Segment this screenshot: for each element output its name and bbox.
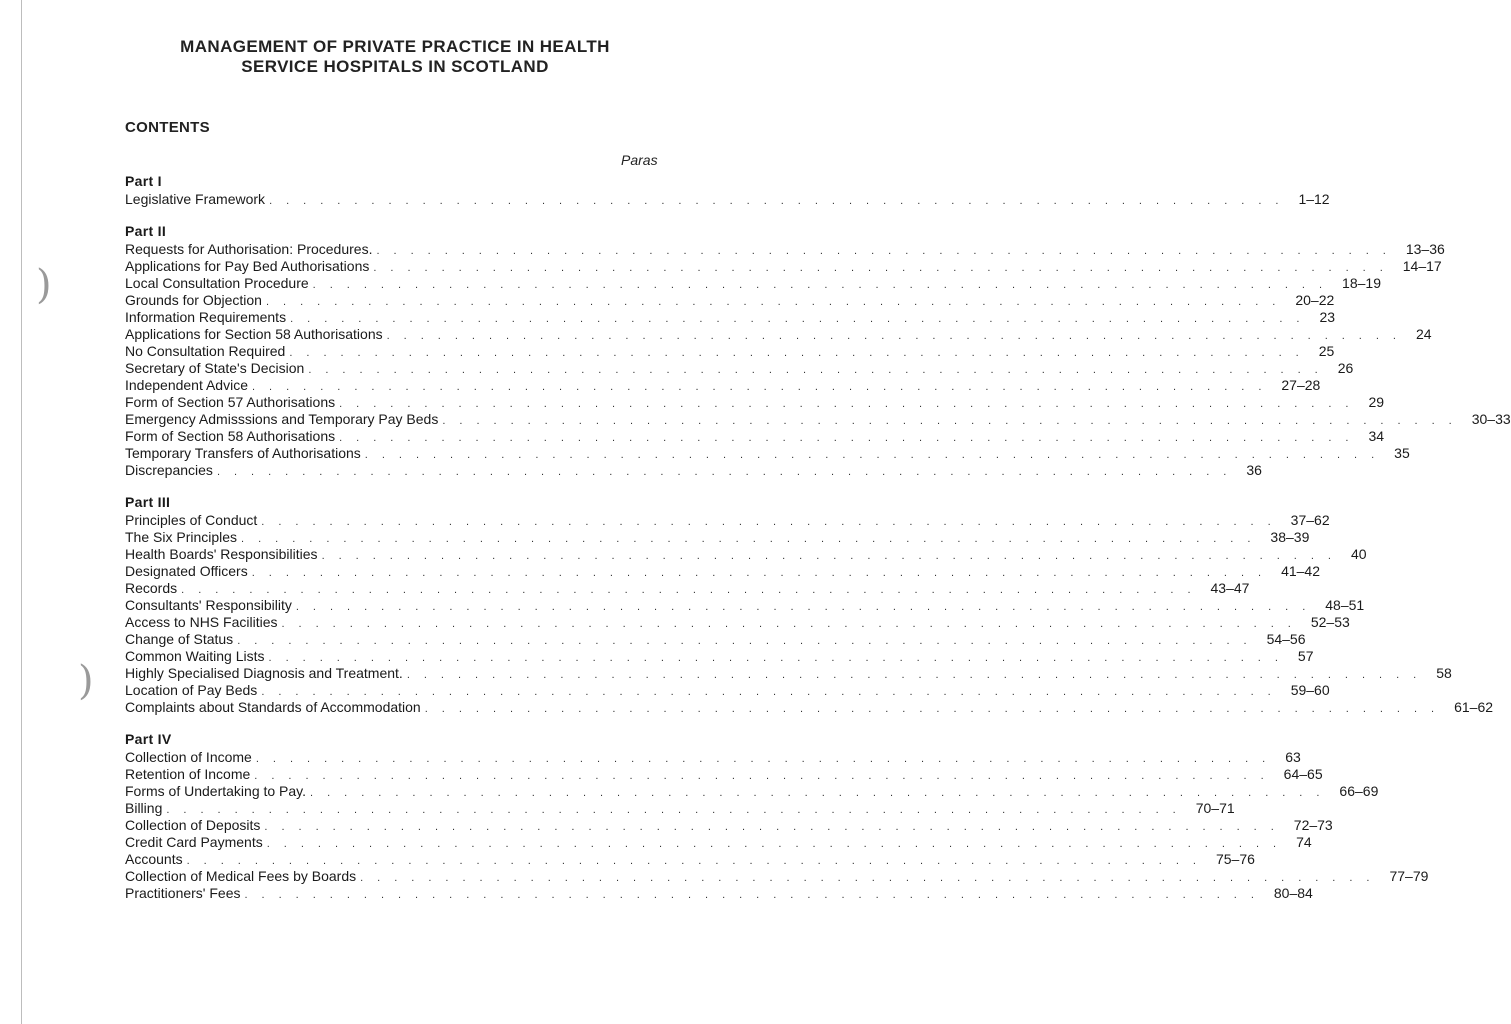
toc-entry [125, 326, 1432, 343]
dot-leader: ............................................................ [308, 364, 1332, 376]
toc-entry-paras: 77–79 [1389, 868, 1429, 884]
dot-leader: ............................................................ [406, 669, 1431, 681]
part-heading: Part IV [125, 731, 172, 747]
toc-entry-title: Credit Card Payments [125, 834, 267, 851]
dot-leader: ............................................................ [310, 787, 1334, 799]
toc-entry [125, 631, 1306, 648]
dot-leader: ............................................................ [289, 347, 1313, 359]
dot-leader: ............................................................ [321, 550, 1345, 562]
toc-entry-title: Practitioners' Fees [125, 885, 245, 902]
toc-entry [125, 512, 1330, 529]
scan-artifact-mark: ) [78, 658, 94, 704]
toc-entry-title: Collection of Income [125, 749, 256, 766]
part-heading: Part III [125, 494, 171, 510]
toc-entry-title: Consultants' Responsibility [125, 597, 296, 614]
toc-entry-paras: 25 [1318, 343, 1335, 359]
toc-entry [125, 783, 1379, 800]
toc-entry [125, 614, 1350, 631]
toc-entry [125, 665, 1452, 682]
dot-leader: ............................................................ [339, 398, 1363, 410]
toc-entry-paras: 54–56 [1266, 631, 1306, 647]
toc-entry-title: Principles of Conduct [125, 512, 261, 529]
toc-entry-title: Billing [125, 800, 166, 817]
toc-entry [125, 546, 1367, 563]
toc-entry-title: Health Boards' Responsibilities [125, 546, 322, 563]
toc-entry [125, 885, 1313, 902]
toc-entry-title: Form of Section 58 Authorisations [125, 428, 339, 445]
toc-entry-title: Discrepancies [125, 462, 217, 479]
toc-entry-paras: 14–17 [1402, 258, 1442, 274]
dot-leader: ............................................................ [255, 753, 1280, 765]
toc-entry-paras: 64–65 [1283, 766, 1323, 782]
dot-leader: ............................................................ [254, 770, 1278, 782]
toc-entry-title: Local Consultation Procedure [125, 275, 313, 292]
toc-entry-title: Location of Pay Beds [125, 682, 261, 699]
document-title [100, 37, 690, 77]
toc-entry-paras: 59–60 [1290, 682, 1330, 698]
toc-entry-title: Accounts [125, 851, 187, 868]
dot-leader: ............................................................ [376, 245, 1400, 257]
toc-entry-title: Collection of Medical Fees by Boards [125, 868, 360, 885]
scan-artifact-mark: ) [36, 262, 52, 308]
toc-entry-paras: 38–39 [1270, 529, 1310, 545]
toc-entry-title: Secretary of State's Decision [125, 360, 308, 377]
toc-entry-paras: 1–12 [1298, 191, 1330, 207]
toc-entry-title: Temporary Transfers of Authorisations [125, 445, 365, 462]
dot-leader: ............................................................ [269, 195, 1293, 207]
toc-entry [125, 699, 1494, 716]
toc-entry-title: Highly Specialised Diagnosis and Treatment. [125, 665, 407, 682]
toc-entry-title: Collection of Deposits [125, 817, 264, 834]
toc-entry-paras: 80–84 [1273, 885, 1313, 901]
dot-leader: ............................................................ [241, 533, 1265, 545]
title-line-2: SERVICE HOSPITALS IN SCOTLAND [241, 57, 549, 76]
title-line-1: MANAGEMENT OF PRIVATE PRACTICE IN HEALTH [180, 37, 610, 56]
toc-entry-title: Records [125, 580, 181, 597]
toc-entry [125, 834, 1312, 851]
toc-entry-title: Applications for Pay Bed Authorisations [125, 258, 373, 275]
toc-entry-title: Access to NHS Facilities [125, 614, 281, 631]
toc-entry [125, 258, 1442, 275]
toc-entry-paras: 18–19 [1342, 275, 1381, 291]
dot-leader: ............................................................ [290, 313, 1314, 325]
toc-entry-paras: 63 [1285, 749, 1301, 765]
toc-entry [125, 191, 1330, 208]
dot-leader: ............................................................ [442, 415, 1466, 427]
toc-entry [125, 682, 1330, 699]
toc-entry-paras: 75–76 [1215, 851, 1255, 867]
toc-entry [125, 445, 1410, 462]
dot-leader: ............................................................ [181, 584, 1205, 596]
dot-leader: ............................................................ [266, 838, 1291, 850]
toc-entry-paras: 35 [1394, 445, 1410, 461]
toc-entry-paras: 34 [1368, 428, 1385, 444]
toc-entry-title: Legislative Framework [125, 191, 269, 208]
toc-entry-paras: 36 [1246, 462, 1262, 478]
toc-entry [125, 749, 1301, 766]
toc-entry-paras: 23 [1319, 309, 1336, 325]
toc-entry-paras: 48–51 [1325, 597, 1365, 613]
toc-entry [125, 411, 1511, 428]
table-of-contents [125, 172, 1511, 916]
dot-leader: ............................................................ [244, 889, 1268, 901]
toc-entry [125, 800, 1235, 817]
dot-leader: ............................................................ [360, 872, 1384, 884]
dot-leader: ............................................................ [166, 804, 1190, 816]
toc-entry [125, 868, 1429, 885]
toc-entry-title: Information Requirements [125, 309, 290, 326]
toc-entry-title: Form of Section 57 Authorisations [125, 394, 339, 411]
dot-leader: ............................................................ [265, 296, 1290, 308]
toc-entry-paras: 24 [1415, 326, 1432, 342]
dot-leader: ............................................................ [261, 516, 1285, 528]
toc-entry-title: Complaints about Standards of Accommodation [125, 699, 425, 716]
toc-part [125, 172, 1330, 208]
dot-leader: ............................................................ [364, 449, 1389, 461]
toc-entry-title: Independent Advice [125, 377, 252, 394]
toc-entry [125, 241, 1445, 258]
toc-entry-paras: 58 [1436, 665, 1452, 681]
toc-entry-title: Requests for Authorisation: Procedures. [125, 241, 376, 258]
dot-leader: ............................................................ [312, 279, 1337, 291]
toc-entry [125, 343, 1335, 360]
toc-entry [125, 309, 1336, 326]
toc-entry [125, 428, 1385, 445]
toc-entry [125, 563, 1321, 580]
toc-part [125, 730, 1429, 902]
toc-entry-title: Grounds for Objection [125, 292, 266, 309]
dot-leader: ............................................................ [261, 686, 1285, 698]
toc-entry [125, 766, 1323, 783]
dot-leader: ............................................................ [339, 432, 1363, 444]
toc-entry-paras: 37–62 [1290, 512, 1330, 528]
toc-entry-title: Applications for Section 58 Authorisations [125, 326, 387, 343]
toc-entry-paras: 74 [1296, 834, 1312, 850]
dot-leader: ............................................................ [424, 703, 1449, 715]
toc-entry-paras: 52–53 [1310, 614, 1350, 630]
dot-leader: ............................................................ [281, 618, 1305, 630]
toc-entry-paras: 57 [1297, 648, 1314, 664]
dot-leader: ............................................................ [237, 635, 1261, 647]
dot-leader: ............................................................ [268, 652, 1292, 664]
toc-entry-paras: 40 [1350, 546, 1367, 562]
toc-entry-paras: 29 [1368, 394, 1385, 410]
toc-entry-paras: 70–71 [1195, 800, 1235, 816]
toc-entry [125, 360, 1354, 377]
dot-leader: ............................................................ [252, 381, 1276, 393]
toc-entry-title: Change of Status [125, 631, 237, 648]
toc-entry [125, 292, 1335, 309]
toc-entry-paras: 41–42 [1281, 563, 1321, 579]
toc-entry [125, 275, 1381, 292]
toc-entry-paras: 66–69 [1339, 783, 1379, 799]
toc-entry [125, 377, 1321, 394]
paras-column-heading: Paras [621, 152, 658, 168]
toc-entry [125, 648, 1314, 665]
toc-entry-title: The Six Principles [125, 529, 241, 546]
toc-part [125, 222, 1511, 479]
toc-entry-title: Emergency Admisssions and Temporary Pay Beds [125, 411, 442, 428]
toc-entry-paras: 26 [1337, 360, 1354, 376]
toc-entry-title: No Consultation Required [125, 343, 289, 360]
toc-part [125, 493, 1494, 716]
dot-leader: ............................................................ [295, 601, 1320, 613]
dot-leader: ............................................................ [251, 567, 1276, 579]
toc-entry-paras: 43–47 [1210, 580, 1250, 596]
part-heading: Part I [125, 173, 162, 189]
toc-entry-paras: 61–62 [1454, 699, 1494, 715]
dot-leader: ............................................................ [186, 855, 1210, 867]
dot-leader: ............................................................ [264, 821, 1288, 833]
toc-entry [125, 462, 1262, 479]
toc-entry [125, 394, 1385, 411]
toc-entry-paras: 30–33 [1471, 411, 1511, 427]
toc-entry-title: Retention of Income [125, 766, 254, 783]
toc-entry [125, 851, 1255, 868]
dot-leader: ............................................................ [216, 466, 1241, 478]
dot-leader: ............................................................ [386, 330, 1410, 342]
toc-entry-title: Common Waiting Lists [125, 648, 269, 665]
toc-entry [125, 529, 1310, 546]
toc-entry-paras: 72–73 [1293, 817, 1333, 833]
toc-entry-paras: 20–22 [1295, 292, 1335, 308]
toc-entry [125, 580, 1250, 597]
part-heading: Part II [125, 223, 167, 239]
toc-entry-paras: 13–36 [1405, 241, 1445, 257]
toc-entry [125, 597, 1365, 614]
toc-entry-title: Designated Officers [125, 563, 252, 580]
toc-entry [125, 817, 1333, 834]
toc-entry-paras: 27–28 [1281, 377, 1321, 393]
toc-entry-title: Forms of Undertaking to Pay. [125, 783, 310, 800]
contents-heading: CONTENTS [125, 119, 210, 136]
dot-leader: ............................................................ [373, 262, 1397, 274]
